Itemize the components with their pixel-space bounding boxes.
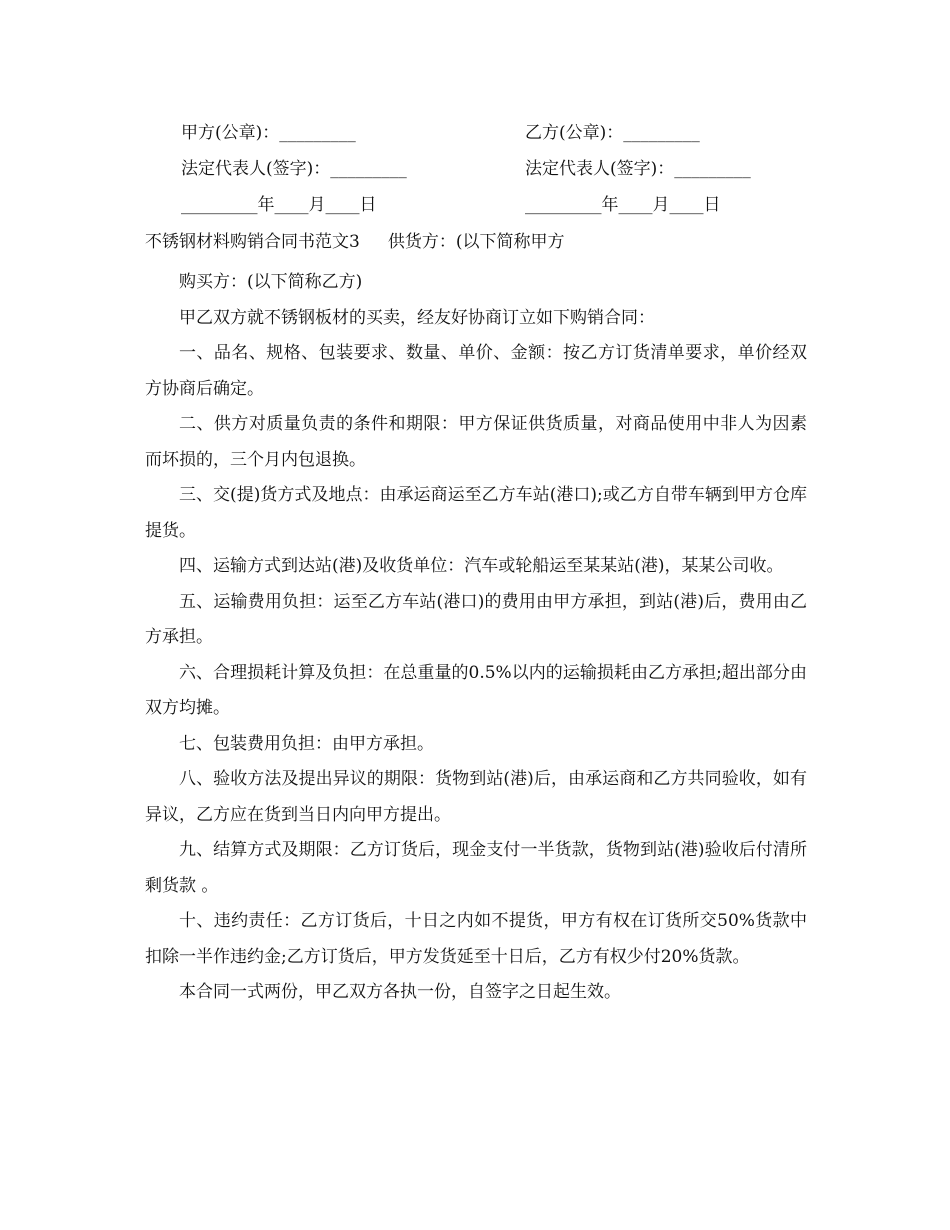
clause-2: 二、供方对质量负责的条件和期限：甲方保证供货质量，对商品使用中非人为因素而坏损的，三个月内包退换。 [145, 414, 807, 470]
party-b-representative: 法定代表人(签字)：_________ [525, 159, 751, 179]
clause-9: 九、结算方式及期限：乙方订货后，现金支付一半货款，货物到站(港)验收后付清所剩货款 。 [145, 840, 807, 896]
supplier-line: 供货方：(以下简称甲方 [387, 232, 565, 252]
signature-row-representative [0, 156, 950, 182]
closing-clause: 本合同一式两份，甲乙双方各执一份，自签字之日起生效。 [179, 982, 621, 1002]
buyer-line: 购买方：(以下简称乙方) [179, 272, 363, 292]
clause-3: 三、交(提)货方式及地点：由承运商运至乙方车站(港口);或乙方自带车辆到甲方仓库提货。 [145, 485, 807, 541]
clause-4: 四、运输方式到达站(港)及收货单位：汽车或轮船运至某某站(港)，某某公司收。 [179, 556, 784, 576]
clause-1: 一、品名、规格、包装要求、数量、单价、金额：按乙方订货清单要求，单价经双方协商后确定。 [145, 343, 807, 399]
clause-10: 十、违约责任：乙方订货后，十日之内如不提货，甲方有权在订货所交50%货款中扣除一半作违约金;乙方订货后，甲方发货延至十日后，乙方有权少付20%货款。 [145, 911, 807, 967]
party-a-seal: 甲方(公章)：_________ [181, 123, 356, 143]
party-a-representative: 法定代表人(签字)：_________ [181, 159, 407, 179]
clause-6: 六、合理损耗计算及负担：在总重量的0.5%以内的运输损耗由乙方承担;超出部分由双方均摊。 [145, 662, 807, 718]
clause-7: 七、包装费用负担：由甲方承担。 [179, 733, 434, 754]
clause-5: 五、运输费用负担：运至乙方车站(港口)的费用由甲方承担，到站(港)后，费用由乙方承担。 [145, 591, 807, 647]
signature-row-date [0, 192, 950, 218]
party-b-date: _________年____月____日 [525, 195, 721, 215]
party-b-seal: 乙方(公章)：_________ [525, 123, 700, 143]
signature-row-seal [0, 120, 950, 146]
contract-body [145, 265, 807, 1011]
party-a-date: _________年____月____日 [181, 195, 377, 215]
clause-8: 八、验收方法及提出异议的期限：货物到站(港)后，由承运商和乙方共同验收，如有异议，乙方应在货到当日内向甲方提出。 [145, 769, 807, 825]
contract-title-line [145, 229, 564, 255]
contract-title: 不锈钢材料购销合同书范文3 [145, 232, 360, 252]
contract-intro: 甲乙双方就不锈钢板材的买卖，经友好协商订立如下购销合同： [179, 307, 655, 328]
